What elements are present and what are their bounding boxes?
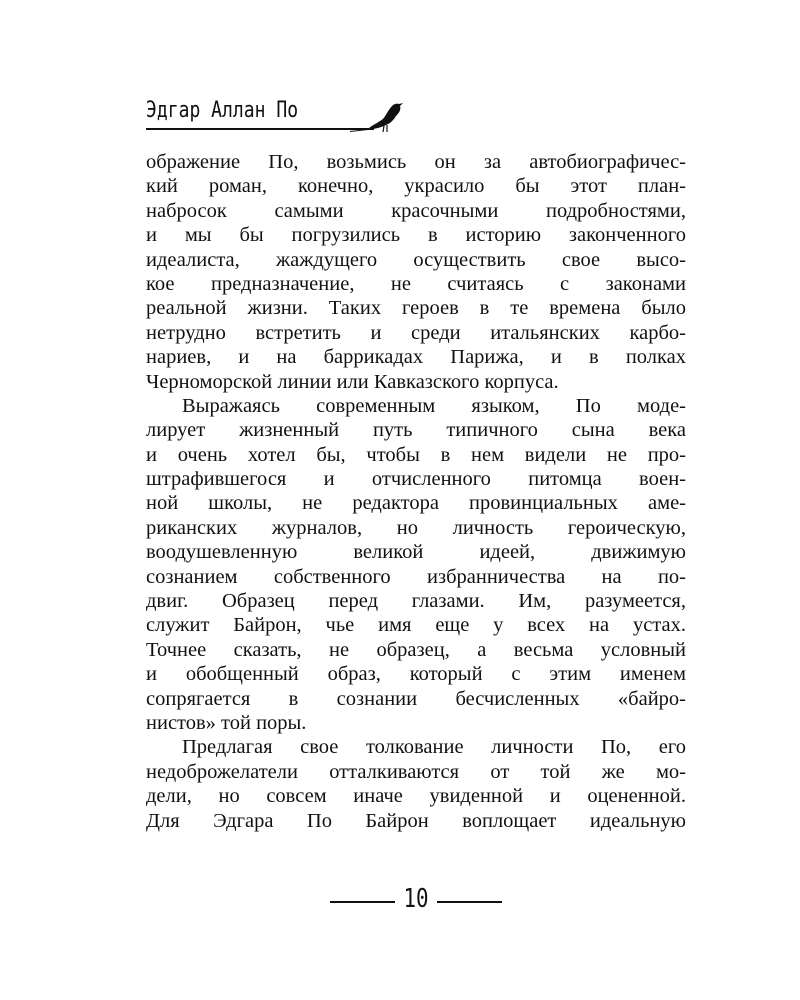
text-line: набросок самыми красочными подробностями, [146, 199, 686, 222]
running-head-rule [146, 128, 374, 130]
page-number: 10 [403, 884, 429, 914]
paragraph-first-line: Выражаясь современным языком, По моде- [182, 394, 686, 417]
text-line: кое предназначение, не считаясь с законами [146, 272, 686, 295]
text-line: кий роман, конечно, украсило бы этот план- [146, 175, 686, 198]
text-line: реальной жизни. Таких героев в те времена было [146, 297, 686, 320]
text-line: нетрудно встретить и среди итальянских карбо- [146, 321, 686, 344]
body-text [146, 150, 686, 833]
text-line: и мы бы погрузились в историю законченного [146, 224, 686, 247]
text-line: риканских журналов, но личность героическую, [146, 516, 686, 539]
text-line: идеалиста, жаждущего осуществить свое высо- [146, 248, 686, 271]
text-line: дели, но совсем иначе увиденной и оцененной. [146, 785, 686, 808]
text-line: ображение По, возьмись он за автобиографичес- [146, 151, 686, 173]
text-line: двиг. Образец перед глазами. Им, разумеется, [146, 590, 686, 613]
running-head-author: Эдгар Аллан По [146, 98, 299, 123]
text-line: Черноморской линии или Кавказского корпуса. [146, 370, 559, 393]
text-line: нистов» той поры. [146, 711, 307, 734]
folio-rule-left [330, 901, 395, 903]
text-line: и обобщенный образ, который с этим именем [146, 663, 686, 686]
paragraph-first-line: Предлагая свое толкование личности По, его [182, 736, 686, 759]
raven-icon [348, 98, 404, 134]
text-line: Для Эдгара По Байрон воплощает идеальную [146, 809, 686, 832]
text-line: сознанием собственного избранничества на по- [146, 565, 686, 588]
page-footer [0, 884, 800, 914]
text-line: штрафившегося и отчисленного питомца воен- [146, 468, 686, 491]
text-line: недоброжелатели отталкиваются от той же мо- [146, 760, 686, 783]
text-line: сопрягается в сознании бесчисленных «байро- [146, 687, 686, 710]
text-line: ной школы, не редактора провинциальных аме- [146, 492, 686, 515]
text-line: лирует жизненный путь типичного сына века [146, 419, 686, 442]
text-line: нариев, и на баррикадах Парижа, и в полках [146, 346, 686, 369]
text-line: и очень хотел бы, чтобы в нем видели не про- [146, 443, 686, 466]
folio-rule-right [437, 901, 502, 903]
text-line: служит Байрон, чье имя еще у всех на устах. [146, 614, 686, 637]
text-line: Точнее сказать, не образец, а весьма условный [146, 638, 686, 661]
text-line: воодушевленную великой идеей, движимую [146, 541, 686, 564]
